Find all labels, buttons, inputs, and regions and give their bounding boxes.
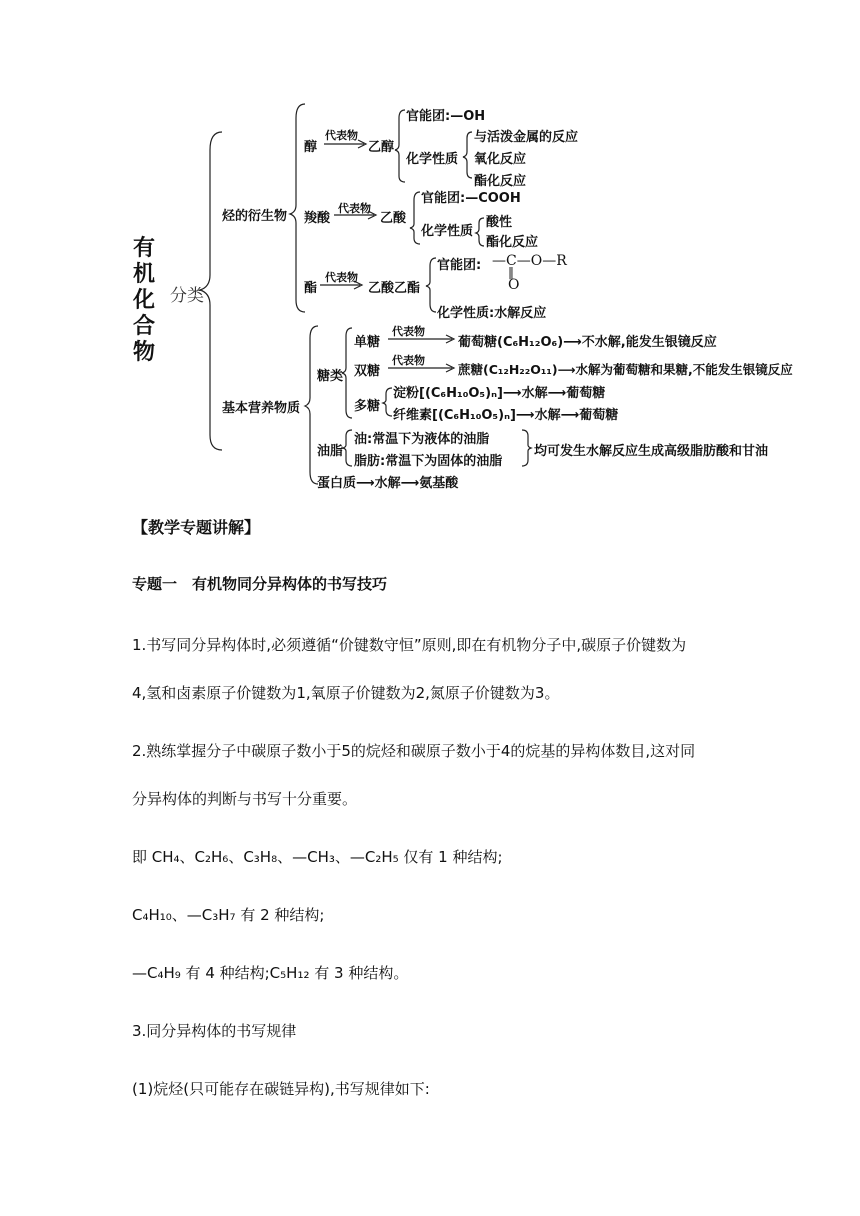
- solid-fat-text: 脂肪:常温下为固体的油脂: [354, 454, 503, 469]
- ester-fg-formula: —C—O—R: [492, 253, 567, 269]
- alcohol-arrow-label: 代表物: [325, 129, 358, 142]
- fat-note: 均可发生水解反应生成高级脂肪酸和甘油: [534, 444, 769, 459]
- acid-label: 羧酸: [304, 211, 331, 226]
- para-1b: 4,氢和卤素原子价键数为1,氧原子价键数为2,氮原子价键数为3。: [132, 684, 560, 702]
- starch-text: 淀粉[(C₆H₁₀O₅)ₙ]⟶水解⟶葡萄糖: [393, 386, 606, 401]
- para-3: 3.同分异构体的书写规律: [132, 1022, 297, 1040]
- alcohol-chem-props-label: 化学性质: [406, 152, 459, 167]
- polysaccharide-label: 多糖: [354, 399, 381, 414]
- ester-fg-label: 官能团:: [437, 258, 482, 273]
- group-nutrient: 基本营养物质: [222, 401, 301, 416]
- mono-arrow-label: 代表物: [392, 325, 425, 338]
- para-4: (1)烷烃(只可能存在碳链异构),书写规律如下:: [132, 1080, 430, 1098]
- derivative-brace: [290, 104, 305, 312]
- root-label: 有机化合物: [132, 236, 155, 365]
- alcohol-prop-3: 酯化反应: [474, 174, 527, 189]
- sugar-label: 糖类: [317, 369, 344, 384]
- disaccharide-label: 双糖: [354, 364, 381, 379]
- ester-fg-oxygen: O: [508, 277, 520, 293]
- alcohol-label: 醇: [304, 140, 318, 155]
- cellulose-text: 纤维素[(C₆H₁₀O₅)ₙ]⟶水解⟶葡萄糖: [393, 408, 619, 423]
- line-2: C₄H₁₀、—C₃H₇ 有 2 种结构;: [132, 906, 325, 924]
- alcohol-prop-2: 氧化反应: [474, 152, 527, 167]
- line-1: 即 CH₄、C₂H₆、C₃H₈、—CH₃、—C₂H₅ 仅有 1 种结构;: [132, 848, 503, 866]
- acid-arrow-label: 代表物: [338, 202, 371, 215]
- acid-prop-1: 酸性: [486, 215, 513, 230]
- alcohol-functional-group: 官能团:—OH: [406, 109, 486, 124]
- nutrient-brace: [305, 326, 318, 484]
- fat-label: 油脂: [317, 444, 344, 459]
- monosaccharide-text: 葡萄糖(C₆H₁₂O₆)⟶不水解,能发生银镜反应: [458, 335, 717, 350]
- ester-arrow-label: 代表物: [325, 271, 358, 284]
- acid-chem-props-label: 化学性质: [421, 224, 474, 239]
- topic-heading: 专题一 有机物同分异构体的书写技巧: [132, 575, 388, 593]
- ester-chem-props: 化学性质:水解反应: [437, 306, 547, 321]
- acid-functional-group: 官能团:—COOH: [421, 191, 521, 206]
- ester-double-bond: ‖: [508, 265, 514, 279]
- disaccharide-text: 蔗糖(C₁₂H₂₂O₁₁)⟶水解为葡萄糖和果糖,不能发生银镜反应: [458, 362, 793, 377]
- classify-label: 分类: [170, 286, 204, 306]
- para-2a: 2.熟练掌握分子中碳原子数小于5的烷烃和碳原子数小于4的烷基的异构体数目,这对同: [132, 742, 696, 760]
- protein-text: 蛋白质⟶水解⟶氨基酸: [317, 476, 459, 491]
- classification-diagram: [0, 0, 860, 500]
- alcohol-prop-1: 与活泼金属的反应: [474, 130, 579, 145]
- acetic-acid-label: 乙酸: [380, 211, 407, 226]
- group-derivative: 烃的衍生物: [222, 209, 288, 224]
- monosaccharide-label: 单糖: [354, 335, 381, 350]
- oil-text: 油:常温下为液体的油脂: [354, 432, 490, 447]
- ethyl-acetate-label: 乙酸乙酯: [368, 281, 421, 296]
- para-2b: 分异构体的判断与书写十分重要。: [132, 790, 358, 808]
- ester-label: 酯: [304, 281, 318, 296]
- section-title: 【教学专题讲解】: [132, 518, 261, 537]
- para-1a: 1.书写同分异构体时,必须遵循“价键数守恒”原则,即在有机物分子中,碳原子价键数为: [132, 636, 687, 654]
- acid-prop-2: 酯化反应: [486, 235, 539, 250]
- line-3: —C₄H₉ 有 4 种结构;C₅H₁₂ 有 3 种结构。: [132, 964, 409, 982]
- di-arrow-label: 代表物: [392, 354, 425, 367]
- ethanol-label: 乙醇: [368, 140, 395, 155]
